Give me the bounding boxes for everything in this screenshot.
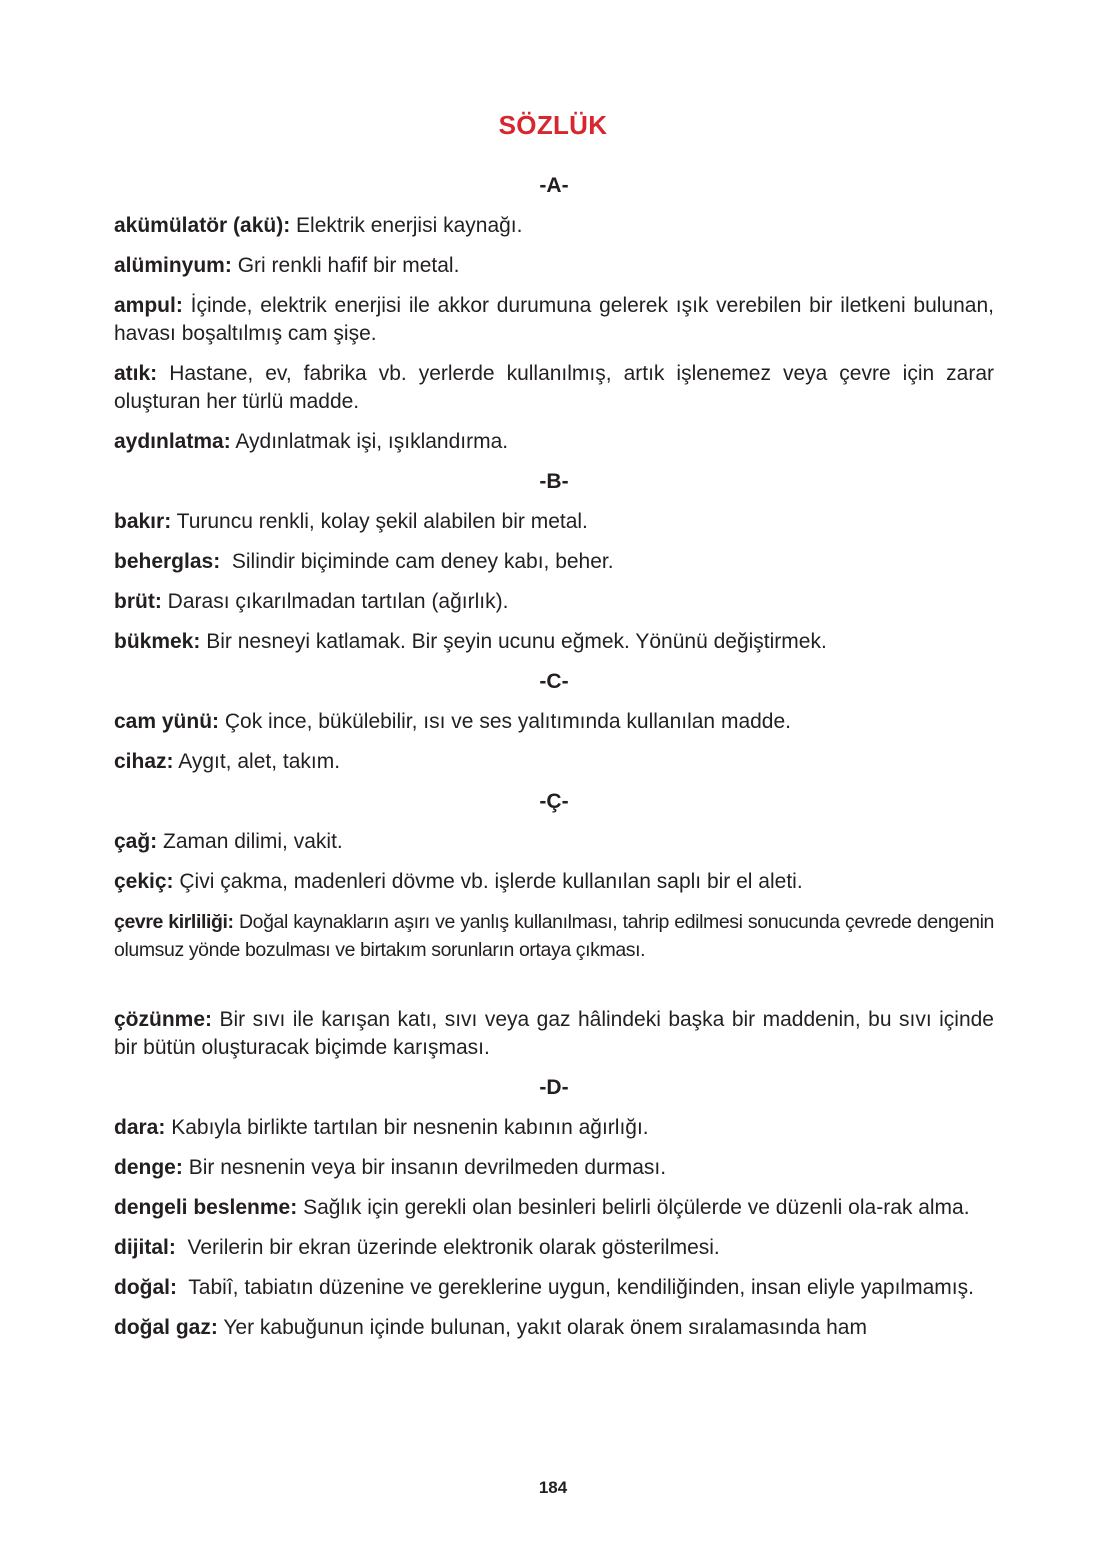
section-letter-c: -C-	[539, 670, 569, 693]
entry-term: atık:	[114, 362, 158, 385]
glossary-entry	[114, 292, 994, 348]
entry-definition: Kabıyla birlikte tartılan bir nesnenin kabının ağırlığı.	[171, 1116, 649, 1139]
glossary-entry	[114, 1194, 994, 1222]
entry-term: cam yünü:	[114, 710, 220, 733]
entry-term: brüt:	[114, 590, 162, 613]
glossary-entry	[114, 868, 994, 896]
entry-term: denge:	[114, 1156, 183, 1179]
glossary-entry	[114, 708, 994, 736]
entry-definition: Bir nesnenin veya bir insanın devrilmeden durması.	[188, 1156, 667, 1179]
entry-definition: Bir nesneyi katlamak. Bir şeyin ucunu eğmek. Yönünü değiştirmek.	[206, 630, 827, 653]
entry-definition: Çivi çakma, madenleri dövme vb. işlerde kullanılan saplı bir el aleti.	[179, 870, 803, 893]
entry-definition: Elektrik enerjisi kaynağı.	[296, 214, 523, 237]
glossary-entry	[114, 548, 994, 576]
entry-definition: İçinde, elektrik enerjisi ile akkor durumuna gelerek ışık verebilen bir iletkeni bulunan, havası boşaltılmış cam şişe.	[114, 294, 994, 345]
section-letter-c-cedilla: -Ç-	[539, 790, 569, 813]
entry-definition: Verilerin bir ekran üzerinde elektronik olarak gösterilmesi.	[187, 1236, 720, 1259]
glossary-entry	[114, 748, 994, 776]
glossary-entry	[114, 1154, 994, 1182]
glossary-entry	[114, 428, 994, 456]
glossary-entry	[114, 508, 994, 536]
entry-term: çözünme:	[114, 1008, 213, 1031]
entry-definition: Hastane, ev, fabrika vb. yerlerde kullanılmış, artık işlenemez veya çevre için zarar oluşturan her türlü madde.	[114, 362, 994, 413]
entry-term: doğal:	[114, 1276, 177, 1299]
entry-definition: Bir sıvı ile karışan katı, sıvı veya gaz hâlindeki başka bir maddenin, bu sıvı içinde bir bütün oluşturacak biçimde karışması.	[114, 1008, 994, 1059]
entry-term: dengeli beslenme:	[114, 1196, 298, 1219]
entry-term: akümülatör (akü):	[114, 214, 291, 237]
entry-definition: Aydınlatmak işi, ışıklandırma.	[235, 430, 509, 453]
section-letter-d: -D-	[539, 1076, 569, 1099]
entry-definition: Aygıt, alet, takım.	[178, 750, 341, 773]
glossary-entry	[114, 828, 994, 856]
entry-term: cihaz:	[114, 750, 174, 773]
entry-definition: Çok ince, bükülebilir, ısı ve ses yalıtımında kullanılan madde.	[224, 710, 791, 733]
glossary-entry	[114, 1006, 994, 1062]
glossary-entry	[114, 1234, 994, 1262]
glossary-entry	[114, 1274, 994, 1302]
entry-term: aydınlatma:	[114, 430, 231, 453]
glossary-content	[114, 172, 994, 1354]
section-letter-b: -B-	[539, 470, 569, 493]
entry-term: bükmek:	[114, 630, 201, 653]
entry-term: dara:	[114, 1116, 166, 1139]
glossary-entry	[114, 588, 994, 616]
entry-term: bakır:	[114, 510, 172, 533]
entry-definition: Darası çıkarılmadan tartılan (ağırlık).	[167, 590, 509, 613]
glossary-entry	[114, 628, 994, 656]
glossary-entry	[114, 908, 994, 964]
entry-definition: Silindir biçiminde cam deney kabı, beher.	[231, 550, 614, 573]
entry-definition: Turuncu renkli, kolay şekil alabilen bir metal.	[176, 510, 588, 533]
entry-definition: Sağlık için gerekli olan besinleri belirli ölçülerde ve düzenli ola-rak alma.	[303, 1196, 970, 1219]
glossary-entry	[114, 1114, 994, 1142]
page-number: 184	[538, 1478, 568, 1497]
entry-term: beherglas:	[114, 550, 221, 573]
entry-term: çağ:	[114, 830, 158, 853]
entry-term: ampul:	[114, 294, 183, 317]
section-letter-a: -A-	[539, 174, 569, 197]
glossary-entry	[114, 252, 994, 280]
glossary-entry	[114, 360, 994, 416]
entry-definition: Yer kabuğunun içinde bulunan, yakıt olarak önem sıralamasında ham	[223, 1316, 867, 1339]
glossary-entry	[114, 212, 994, 240]
entry-term: çekiç:	[114, 870, 174, 893]
entry-term: dijital:	[114, 1236, 176, 1259]
entry-definition: Tabiî, tabiatın düzenine ve gereklerine uygun, kendiliğinden, insan eliyle yapılmamış.	[188, 1276, 974, 1299]
entry-definition: Gri renkli hafif bir metal.	[237, 254, 460, 277]
entry-term: alüminyum:	[114, 254, 232, 277]
entry-term: doğal gaz:	[114, 1316, 218, 1339]
entry-term: çevre kirliliği:	[114, 911, 234, 933]
glossary-entry	[114, 1314, 994, 1342]
entry-definition: Doğal kaynakların aşırı ve yanlış kullanılması, tahrip edilmesi sonucunda çevrede dengenin olumsuz yönde bozulması ve birtakım sorunların ortaya çıkması.	[114, 911, 994, 961]
page-title: SÖZLÜK	[498, 110, 608, 140]
entry-definition: Zaman dilimi, vakit.	[163, 830, 343, 853]
